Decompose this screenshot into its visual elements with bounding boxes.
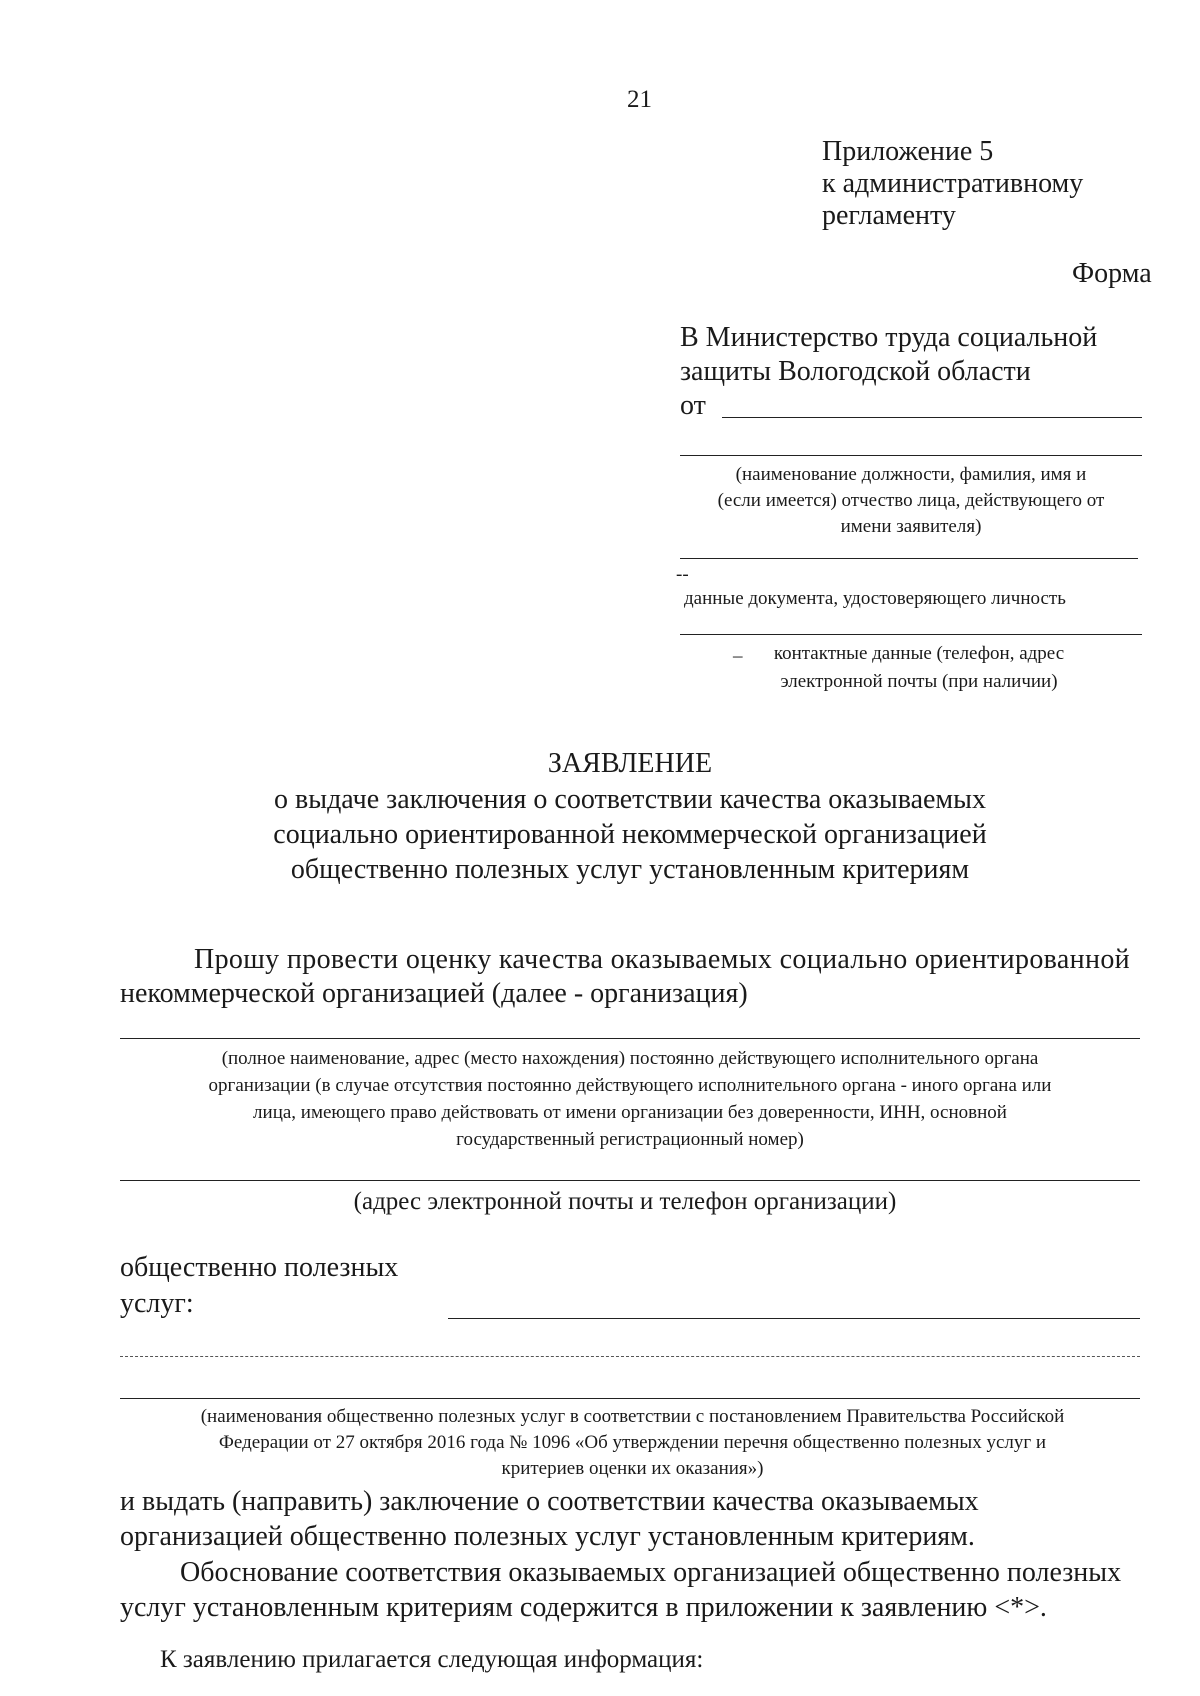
services-label-1: общественно полезных [120,1252,399,1283]
org-name-line[interactable] [120,1038,1140,1039]
issue-line-2: организацией общественно полезных услуг установленным критериям. [120,1521,975,1552]
document-subtitle: о выдаче заключения о соответствии качества оказываемых социально ориентированной некоммерческой организацией общественно полезных услуг установленным критериям [273,784,987,885]
contact-caption: контактные данные (телефон, адрес электронной почты (при наличии) [773,643,1065,692]
services-caption: (наименования общественно полезных услуг в соответствии с постановлением Правительства Российской Федерации от 27 октября 2016 года № 1096 «Об утверждении перечня общественно полезных услуг и критериев оценки их оказания») [200,1406,1065,1479]
form-label: Форма [1072,258,1152,289]
services-input-line[interactable] [448,1318,1140,1319]
request-line-1: Прошу провести оценку качества оказываемых социально ориентированной [194,944,1131,975]
request-line-2: некоммерческой организацией (далее - организация) [120,978,748,1009]
identity-doc-line[interactable] [680,558,1138,559]
appendix-line-2: к административному [822,168,1084,199]
page-number: 21 [627,86,652,113]
contact-mark: _ [733,639,743,660]
issue-line-1: и выдать (направить) заключение о соответствии качества оказываемых [120,1486,979,1517]
document-title: ЗАЯВЛЕНИЕ [547,748,713,779]
from-input-line[interactable] [722,417,1142,418]
applicant-name-caption: (наименование должности, фамилия, имя и (если имеется) отчество лица, действующего от имени заявителя) [717,464,1105,537]
justification-line-1: Обоснование соответствия оказываемых организацией общественно полезных [180,1557,1122,1588]
applicant-name-line[interactable] [680,455,1142,456]
services-line-3[interactable] [120,1398,1140,1399]
email-caption: (адрес электронной почты и телефон организации) [353,1188,897,1215]
services-line-2[interactable] [120,1356,1140,1357]
identity-doc-mark: -- [676,564,689,585]
org-contact-line[interactable] [120,1180,1140,1181]
from-label: от [680,390,706,421]
services-label-2: услуг: [120,1288,194,1319]
appendix-line-3: регламенту [822,200,956,231]
addressee-line-1: В Министерство труда социальной [680,322,1098,353]
attached-info-line: К заявлению прилагается следующая информация: [160,1646,704,1673]
appendix-line-1: Приложение 5 [822,136,994,167]
justification-line-2: услуг установленным критериям содержится в приложении к заявлению <*>. [120,1592,1047,1623]
identity-doc-caption: данные документа, удостоверяющего личность [684,588,1066,609]
contact-line[interactable] [680,634,1142,635]
addressee-line-2: защиты Вологодской области [680,356,1031,387]
org-caption: (полное наименование, адрес (место нахождения) постоянно действующего исполнительного органа организации (в случае отсутствия постоянно действующего исполнительного органа - иного органа или лица, имеющего право действовать от имени организации без доверенности, ИНН, основной государственный регистрационный номер) [208,1048,1052,1150]
